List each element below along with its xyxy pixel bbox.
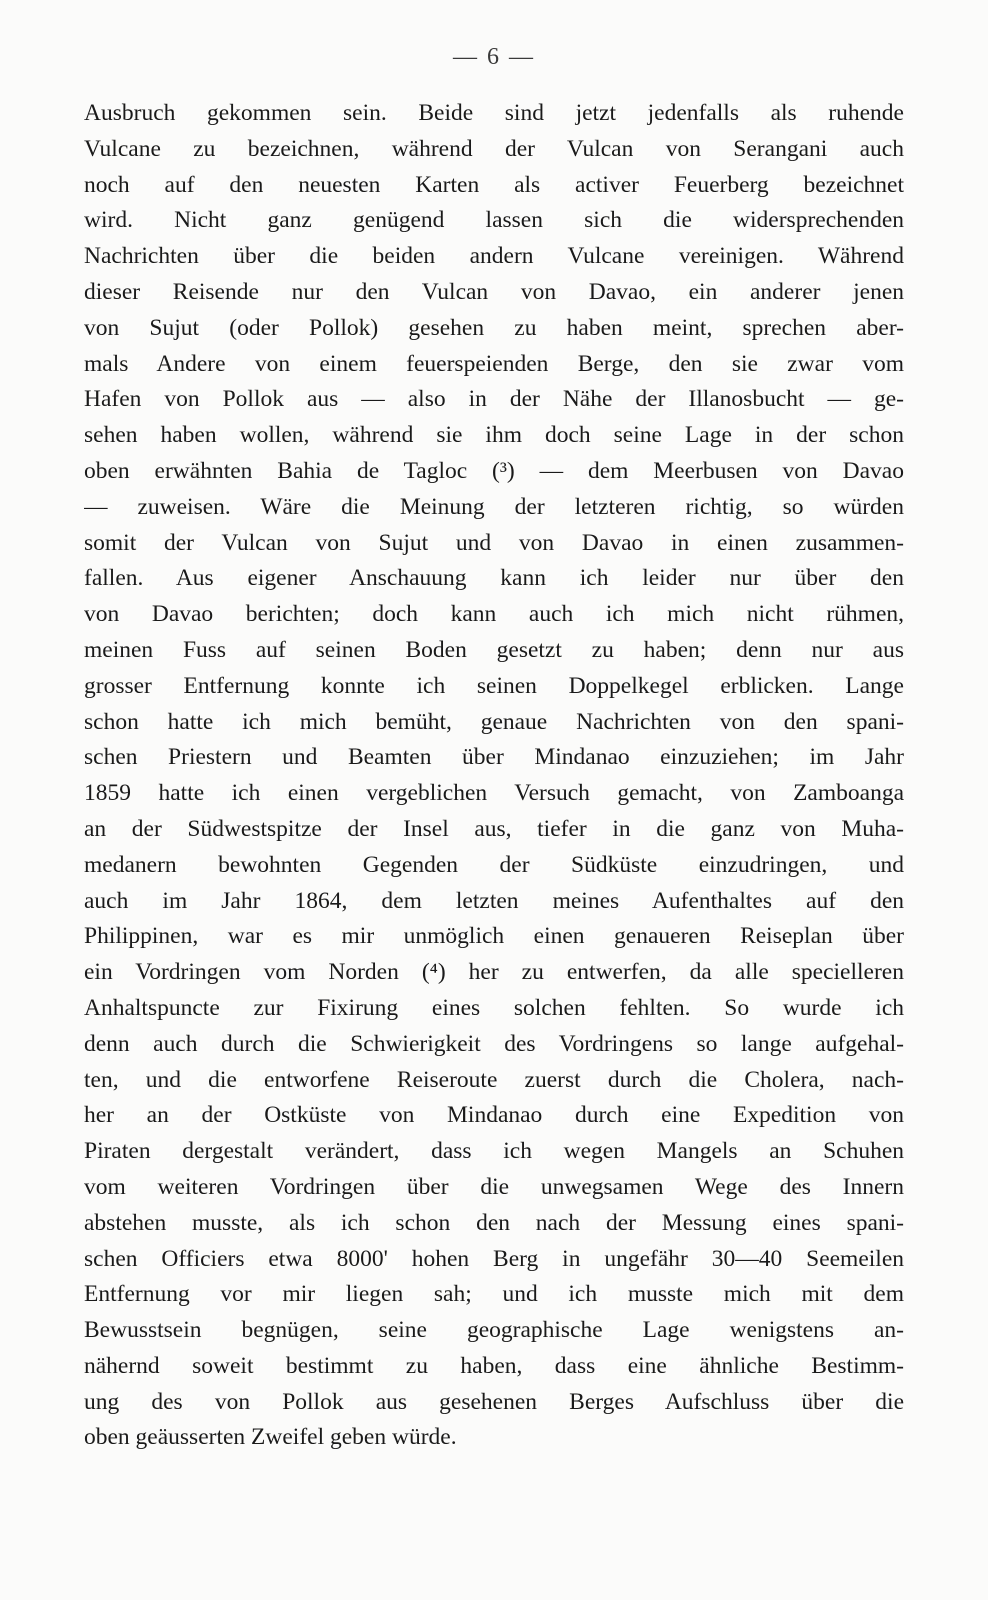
text-line: schen Officiers etwa 8000' hohen Berg in ungefähr 30—40 Seemeilen bbox=[84, 1245, 904, 1272]
text-line: Ausbruch gekommen sein. Beide sind jetzt jedenfalls als ruhende bbox=[84, 100, 904, 126]
text-line: vom weiteren Vordringen über die unwegsamen Wege des Innern bbox=[84, 1173, 904, 1200]
text-line: Vulcane zu bezeichnen, während der Vulcan von Serangani auch bbox=[84, 135, 904, 162]
text-line: Hafen von Pollok aus — also in der Nähe der Illanosbucht — ge- bbox=[84, 386, 904, 413]
text-line: oben erwähnten Bahia de Tagloc (³) — dem Meerbusen von Davao bbox=[84, 457, 904, 484]
text-line: nähernd soweit bestimmt zu haben, dass eine ähnliche Bestimm- bbox=[84, 1352, 904, 1379]
text-line: ein Vordringen vom Norden (⁴) her zu entwerfen, da alle specielleren bbox=[84, 959, 904, 986]
text-line: Bewusstsein begnügen, seine geographische Lage wenigstens an- bbox=[84, 1317, 904, 1344]
text-line: — zuweisen. Wäre die Meinung der letzteren richtig, so würden bbox=[84, 493, 904, 520]
text-line: abstehen musste, als ich schon den nach der Messung eines spani- bbox=[84, 1209, 904, 1236]
text-line: dieser Reisende nur den Vulcan von Davao, ein anderer jenen bbox=[84, 278, 904, 305]
text-line: schon hatte ich mich bemüht, genaue Nachrichten von den spani- bbox=[84, 708, 904, 735]
text-line: schen Priestern und Beamten über Mindanao einzuziehen; im Jahr bbox=[84, 744, 904, 771]
page-number: — 6 — bbox=[453, 44, 535, 70]
text-line: fallen. Aus eigener Anschauung kann ich leider nur über den bbox=[84, 565, 904, 592]
text-line: Piraten dergestalt verändert, dass ich wegen Mangels an Schuhen bbox=[84, 1138, 904, 1165]
text-line: 1859 hatte ich einen vergeblichen Versuch gemacht, von Zamboanga bbox=[84, 780, 904, 807]
text-line: von Sujut (oder Pollok) gesehen zu haben meint, sprechen aber- bbox=[84, 314, 904, 341]
text-line: medanern bewohnten Gegenden der Südküste einzudringen, und bbox=[84, 851, 904, 878]
text-line: her an der Ostküste von Mindanao durch eine Expedition von bbox=[84, 1102, 904, 1129]
text-line: Anhaltspuncte zur Fixirung eines solchen fehlten. So wurde ich bbox=[84, 994, 904, 1021]
text-line: somit der Vulcan von Sujut und von Davao in einen zusammen- bbox=[84, 529, 904, 556]
text-line: oben geäusserten Zweifel geben würde. bbox=[84, 1424, 457, 1451]
text-line: wird. Nicht ganz genügend lassen sich die widersprechenden bbox=[84, 207, 904, 234]
body-text bbox=[84, 96, 904, 1456]
text-line: ung des von Pollok aus gesehenen Berges Aufschluss über die bbox=[84, 1388, 904, 1415]
text-line: grosser Entfernung konnte ich seinen Doppelkegel erblicken. Lange bbox=[84, 672, 904, 699]
text-line: meinen Fuss auf seinen Boden gesetzt zu haben; denn nur aus bbox=[84, 636, 904, 663]
text-line: sehen haben wollen, während sie ihm doch seine Lage in der schon bbox=[84, 422, 904, 449]
text-line: denn auch durch die Schwierigkeit des Vordringens so lange aufgehal- bbox=[84, 1030, 904, 1057]
text-line: auch im Jahr 1864, dem letzten meines Aufenthaltes auf den bbox=[84, 887, 904, 914]
text-line: Philippinen, war es mir unmöglich einen genaueren Reiseplan über bbox=[84, 923, 904, 950]
text-line: an der Südwestspitze der Insel aus, tiefer in die ganz von Muha- bbox=[84, 815, 904, 842]
text-line: noch auf den neuesten Karten als activer Feuerberg bezeichnet bbox=[84, 171, 904, 198]
text-line: ten, und die entworfene Reiseroute zuerst durch die Cholera, nach- bbox=[84, 1066, 904, 1093]
text-line: Nachrichten über die beiden andern Vulcane vereinigen. Während bbox=[84, 243, 904, 270]
text-line: mals Andere von einem feuerspeienden Berge, den sie zwar vom bbox=[84, 350, 904, 377]
text-line: von Davao berichten; doch kann auch ich mich nicht rühmen, bbox=[84, 601, 904, 628]
text-line: Entfernung vor mir liegen sah; und ich musste mich mit dem bbox=[84, 1281, 904, 1308]
